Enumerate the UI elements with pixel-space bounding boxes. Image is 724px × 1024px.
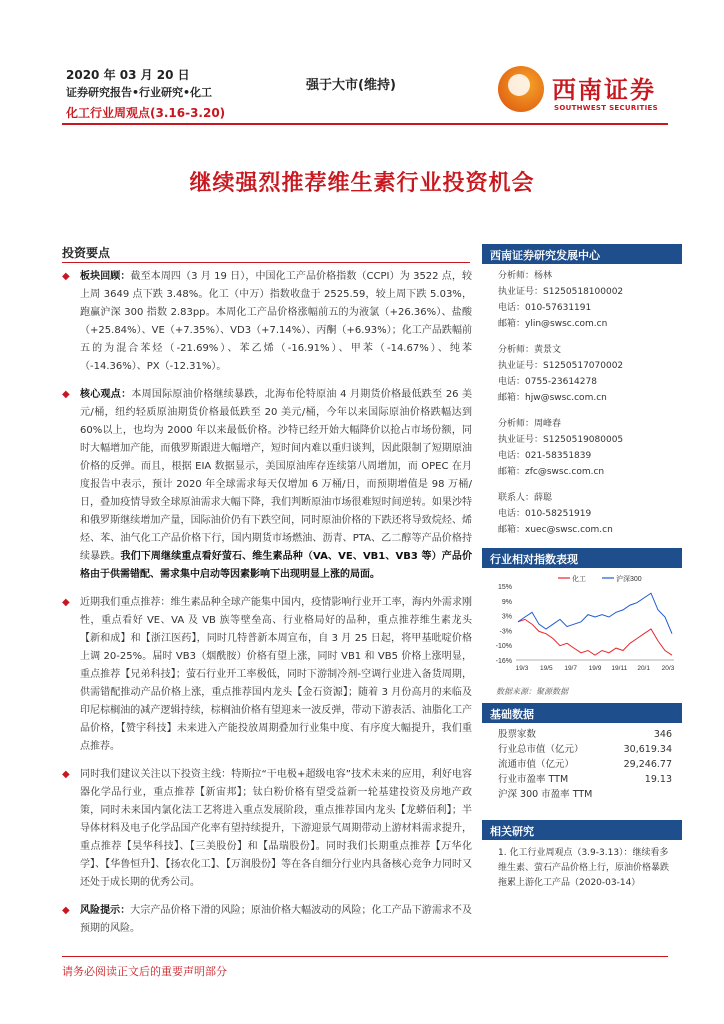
series-line-hs300: [518, 593, 672, 634]
company-logo: [498, 66, 678, 120]
basic-data-row: [482, 727, 682, 742]
report-date: 2020 年 03 月 20 日: [66, 68, 190, 82]
analyst-name: 分析师：杨林: [498, 271, 553, 281]
x-tick-label: 20/3: [661, 665, 675, 672]
x-tick-label: 19/7: [564, 665, 577, 672]
paragraph-core-view: [62, 386, 472, 584]
x-tick-label: 19/11: [611, 665, 628, 672]
related-item[interactable]: 1. 化工行业周观点（3.9-3.13）：继续看多维生素、萤石产品价格上行，原油价格暴跌拖累上游化工产品（2020-03-14）: [498, 848, 670, 888]
basic-data-key: 股票家数: [498, 729, 537, 740]
report-type: 证券研究报告•行业研究•化工: [66, 86, 213, 99]
y-tick-label: -16%: [495, 658, 512, 665]
analyst-license: 执业证号：S1250517070002: [498, 361, 624, 371]
paragraph-text: 同时我们建议关注以下投资主线：特斯拉“干电极+超级电容”技术未来的应用，利好电容器化学品行业，重点推荐【新宙邦】；钛白粉价格有望受益新一轮基建投资及房地产政策，同时未来国内氯化法工艺将进入重点发展阶段，重点推荐国内龙头【龙蟒佰利】；半导体材料及电子化学品国产化率有望持续提升，下游迎景气周期带动上游材料需求提升，重点推荐【昊华科技】、【三美股份】和【晶瑞股份】。同时我们长期重点推荐【万华化学】、【华鲁恒升】、【扬农化工】、【万润股份】等在各自细分行业内具备核心竞争力同时又还处于成长期的优秀公司。: [80, 769, 472, 888]
basic-data-key: 沪深 300 市盈率 TTM: [498, 789, 593, 800]
series-line-chemical: [518, 619, 672, 655]
weekly-title: 化工行业周观点(3.16-3.20): [66, 106, 226, 120]
industry-rating: 强于大市(维持): [306, 78, 396, 93]
paragraph-review: [62, 268, 472, 376]
analyst-name: 分析师：周峰春: [498, 419, 562, 429]
contact-name: 联系人：薛聪: [498, 493, 553, 503]
x-tick-label: 19/9: [588, 665, 602, 672]
contact-phone: 电话：010-58251919: [498, 509, 592, 519]
bullet-icon: ◆: [62, 389, 70, 400]
legend-label: 沪深300: [616, 576, 642, 583]
sidebar: [482, 244, 682, 891]
legend-label: 化工: [572, 576, 586, 583]
bullet-icon: ◆: [62, 905, 70, 916]
investment-points: [62, 268, 472, 948]
analyst-license: 执业证号：S1250518100002: [498, 287, 624, 297]
basic-data-value: 346: [653, 729, 672, 740]
basic-data-key: 流通市值（亿元）: [498, 759, 575, 770]
paragraph-lead: 板块回顾：: [80, 271, 131, 282]
analyst-license: 执业证号：S1250519080005: [498, 435, 624, 445]
logo-mark-icon: [498, 66, 544, 112]
paragraph-text: 大宗产品价格下滑的风险；原油价格大幅波动的风险；化工产品下游需求不及预期的风险。: [80, 905, 473, 934]
x-tick-label: 19/3: [515, 665, 529, 672]
paragraph-risk: [62, 902, 472, 938]
y-tick-label: -10%: [495, 643, 512, 651]
analyst-email: 邮箱：ylin@swsc.com.cn: [498, 319, 608, 329]
basic-data-row: [482, 757, 682, 772]
footer-divider: [62, 956, 668, 957]
footer-disclaimer[interactable]: 请务必阅读正文后的重要声明部分: [62, 965, 227, 978]
section-title: 投资要点: [62, 246, 111, 260]
header-divider: [62, 123, 668, 125]
y-tick-label: 9%: [501, 598, 512, 606]
logo-cn-text: 西南证券: [552, 75, 656, 104]
basic-data-row: [482, 772, 682, 787]
bullet-icon: ◆: [62, 271, 70, 282]
bullet-icon: ◆: [62, 769, 70, 780]
paragraph-text: 近期我们重点推荐：维生素品种全球产能集中国内，疫情影响行业开工率，海内外需求刚性，重点看好 VE、VA 及 VB 族等壁垒高、行业格局好的品种，重点推荐维生素龙头【新和成】和【浙江医药】，同时几特普新本周宣布，自 3 月 25 日起，将甲基吡啶价格上调 20-25%。届时 VB3（烟酰胺）价格有望上涨，同时 VB1 和 VB5 价格上涨明显，重点推荐【兄弟科技】；萤石行业开工率极低，同时下游制冷剂-空调行业进入备货周期，供需错配推动产品价格上涨，重点推荐国内龙头【金石资源】；随着 3 月份高月的来临及印尼棕榈油的减产逻辑持续，棕榈油价格有望迎来一波反弹，带动下游表活、油脂化工产品价格，【赞宇科技】未来进入产能投放周期叠加行业集中度、有序度大幅提升，我们重点推荐。: [80, 597, 472, 752]
basic-data-row: [482, 742, 682, 757]
analyst-phone: 电话：010-57631191: [498, 303, 592, 313]
analyst-phone: 电话：021-58351839: [498, 451, 592, 461]
basic-data-key: 行业总市值（亿元）: [498, 744, 584, 755]
analysts-title: 西南证券研究发展中心: [482, 244, 682, 264]
analyst-phone: 电话：0755-23614278: [498, 377, 597, 387]
logo-en-text: SOUTHWEST SECURITIES: [554, 104, 658, 112]
basic-data-value: 19.13: [644, 774, 672, 785]
y-tick-label: 15%: [497, 584, 512, 591]
basic-data-table: [482, 723, 682, 802]
page-title: 继续强烈推荐维生素行业投资机会: [189, 171, 535, 196]
analyst-name: 分析师：黄景文: [498, 345, 562, 355]
index-chart-container: [482, 568, 682, 701]
index-chart: [482, 572, 682, 680]
paragraph-tail: 我们下周继续重点看好萤石、维生素品种（VA、VE、VB1、VB3 等）产品价格由于供需错配、需求集中启动等因素影响下出现明显上涨的局面。: [80, 551, 472, 580]
bullet-icon: ◆: [62, 597, 70, 608]
basic-data-title: 基础数据: [482, 703, 682, 723]
chart-box-title: 行业相对指数表现: [482, 548, 682, 568]
chart-source: 数据来源：聚源数据: [496, 687, 568, 696]
related-title: 相关研究: [482, 820, 682, 840]
paragraph-text: 本周国际原油价格继续暴跌，北海布伦特原油 4 月期货价格最低跌至 26 美元/桶，纽约轻质原油期货价格最低跌至 20 美元/桶，今年以来国际原油价格跌幅达到 60%以上，也均为 2000 年以来最低价格。沙特已经开始大幅降价以抢占市场份额，同时大幅增加产能，而俄罗斯跟进大幅增产，短时间内难以重归谈判，因此限制了短期原油价格的反弹。而且，根据 EIA 数据显示，美国原油库存连续第八周增加，而 OPEC 在月度报告中表示，预计 2020 年全球需求每天仅增加 6 万桶/日，而预期增值是 98 万桶/日，叠加疫情导致全球原油需求大幅下降，我们判断原油市场很难短时间逆转。如果沙特和俄罗斯继续增加产量，国际油价仍有下跌空间，同时原油价格的下跌还将导致烷烃、烯烃、苯、油气化工产品价格下行，国内期货市场燃油、沥青、PTA、乙二醇等产品价格持续暴跌。: [80, 389, 472, 562]
y-tick-label: 3%: [501, 613, 512, 621]
basic-data-key: 行业市盈率 TTM: [498, 774, 569, 785]
contact-email: 邮箱：xuec@swsc.com.cn: [498, 525, 613, 535]
paragraph-text: 截至本周四（3 月 19 日），中国化工产品价格指数（CCPI）为 3522 点，较上周 3649 点下跌 3.48%。化工（中万）指数收盘于 2525.59，较上周下跌 5.03%，跑赢沪深 300 指数 2.83pp。本周化工产品价格涨幅前五的为液氯（+26.36%）、盐酸（+25.84%）、VE（+7.35%）、VD3（+7.14%）、丙酮（+6.93%）；化工产品跌幅前五的为混合苯烃（-21.69%）、苯乙烯（-16.91%）、甲苯（-14.67%）、纯苯（-14.36%）、PX（-12.31%）。: [80, 271, 473, 372]
y-tick-label: -3%: [499, 628, 512, 636]
section-divider: [62, 262, 470, 263]
basic-data-value: 29,246.77: [623, 759, 672, 770]
paragraph-themes: [62, 766, 472, 892]
paragraph-lead: 核心观点：: [80, 389, 132, 400]
basic-data-row: [482, 787, 682, 802]
x-tick-label: 20/1: [637, 665, 650, 672]
x-tick-label: 19/5: [540, 665, 553, 672]
paragraph-lead: 风险提示：: [80, 905, 131, 916]
paragraph-recommend: [62, 594, 472, 756]
analyst-email: 邮箱：zfc@swsc.com.cn: [498, 467, 605, 477]
analyst-email: 邮箱：hjw@swsc.com.cn: [498, 393, 607, 403]
analyst-list: [482, 264, 682, 542]
basic-data-value: 30,619.34: [623, 744, 672, 755]
